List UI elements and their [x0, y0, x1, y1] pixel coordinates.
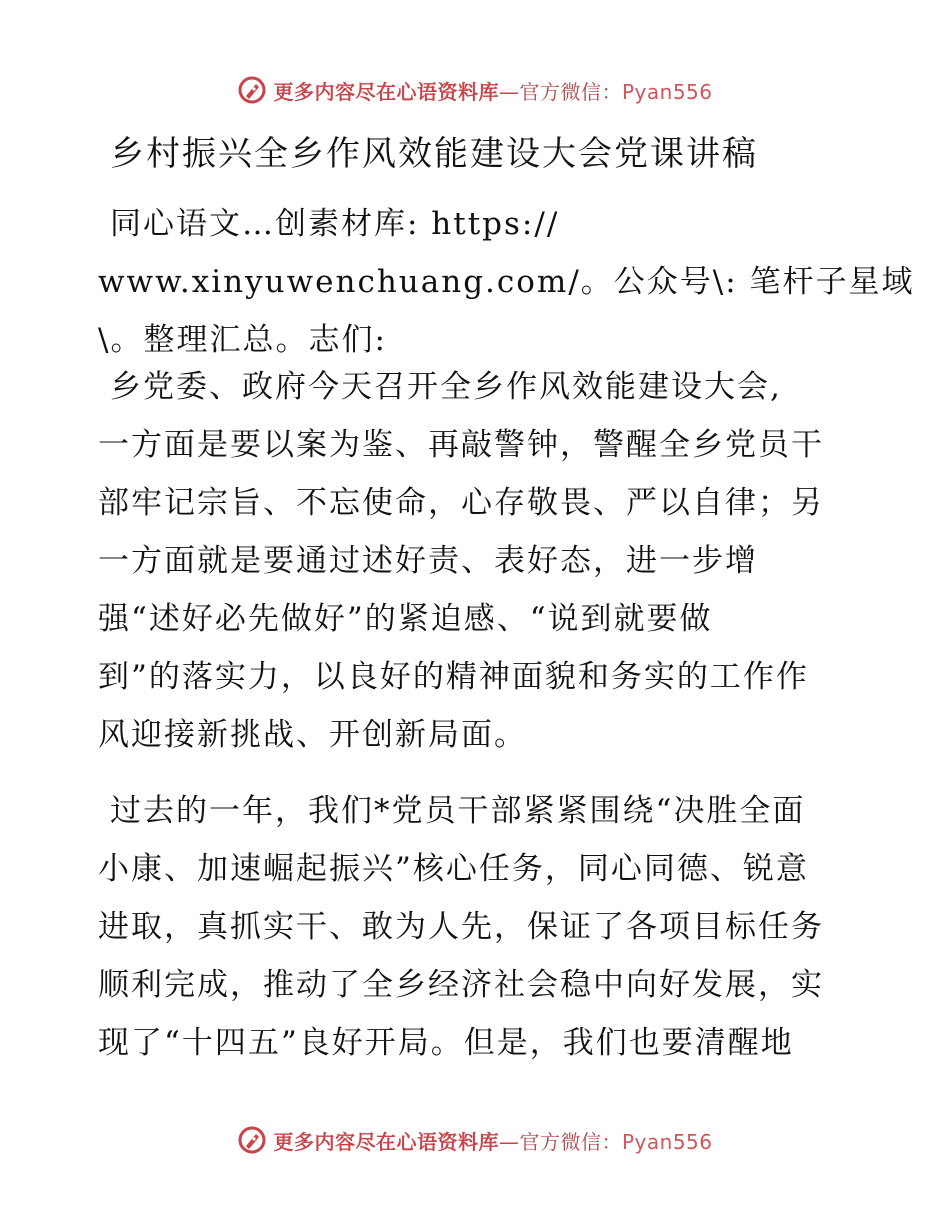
watermark-wechat-id: Pyan556: [621, 79, 713, 104]
document-title: 乡村振兴全乡作风效能建设大会党课讲稿: [110, 134, 758, 174]
watermark-dash: —: [498, 79, 520, 104]
paragraph-line: 顺利完成，推动了全乡经济社会稳中向好发展，实: [98, 967, 824, 1003]
paragraph-line: 过去的一年，我们*党员干部紧紧围绕“决胜全面: [110, 793, 806, 829]
paragraph-3: [98, 782, 854, 1072]
watermark-lead: 更多内容尽在心语资料库: [273, 79, 499, 104]
watermark-lead: 更多内容尽在心语资料库: [273, 1129, 499, 1154]
paragraph-line: 现了“十四五”良好开局。但是，我们也要清醒地: [98, 1025, 794, 1061]
paragraph-line: 小康、加速崛起振兴”核心任务，同心同德、锐意: [98, 851, 809, 887]
watermark-wechat-id: Pyan556: [621, 1129, 713, 1154]
paragraph-line: 同心语文…创素材库: https://: [110, 206, 560, 242]
pen-nib-logo-icon: [237, 1125, 267, 1155]
watermark-wechat-label: 官方微信：: [519, 79, 622, 104]
paragraph-line: 一方面就是要通过述好责、表好态，进一步增: [98, 543, 758, 579]
paragraph-line: 风迎接新挑战、开创新局面。: [98, 717, 527, 753]
paragraph-line: www.xinyuwenchuang.com/。公众号\: 笔杆子星域: [98, 264, 915, 300]
watermark-wechat-label: 官方微信：: [519, 1129, 622, 1154]
paragraph-line: 部牢记宗旨、不忘使命，心存敬畏、严以自律；另: [98, 485, 824, 521]
watermark-text: [273, 1126, 712, 1155]
paragraph-line: 一方面是要以案为鉴、再敲警钟，警醒全乡党员干: [98, 427, 824, 463]
watermark-banner-bottom: [0, 1120, 950, 1160]
paragraph-line: 到”的落实力，以良好的精神面貌和务实的工作作: [98, 659, 809, 695]
watermark-dash: —: [498, 1129, 520, 1154]
watermark-text: [273, 76, 712, 105]
pen-nib-logo-icon: [237, 75, 267, 105]
paragraph-2: [98, 358, 854, 764]
paragraph-line: 乡党委、政府今天召开全乡作风效能建设大会,: [110, 369, 782, 405]
watermark-banner-top: [0, 70, 950, 110]
paragraph-line: 强“述好必先做好”的紧迫感、“说到就要做: [98, 601, 713, 637]
paragraph-1: [98, 195, 915, 369]
paragraph-line: \。整理汇总。志们:: [98, 322, 387, 358]
paragraph-line: 进取，真抓实干、敢为人先，保证了各项目标任务: [98, 909, 824, 945]
